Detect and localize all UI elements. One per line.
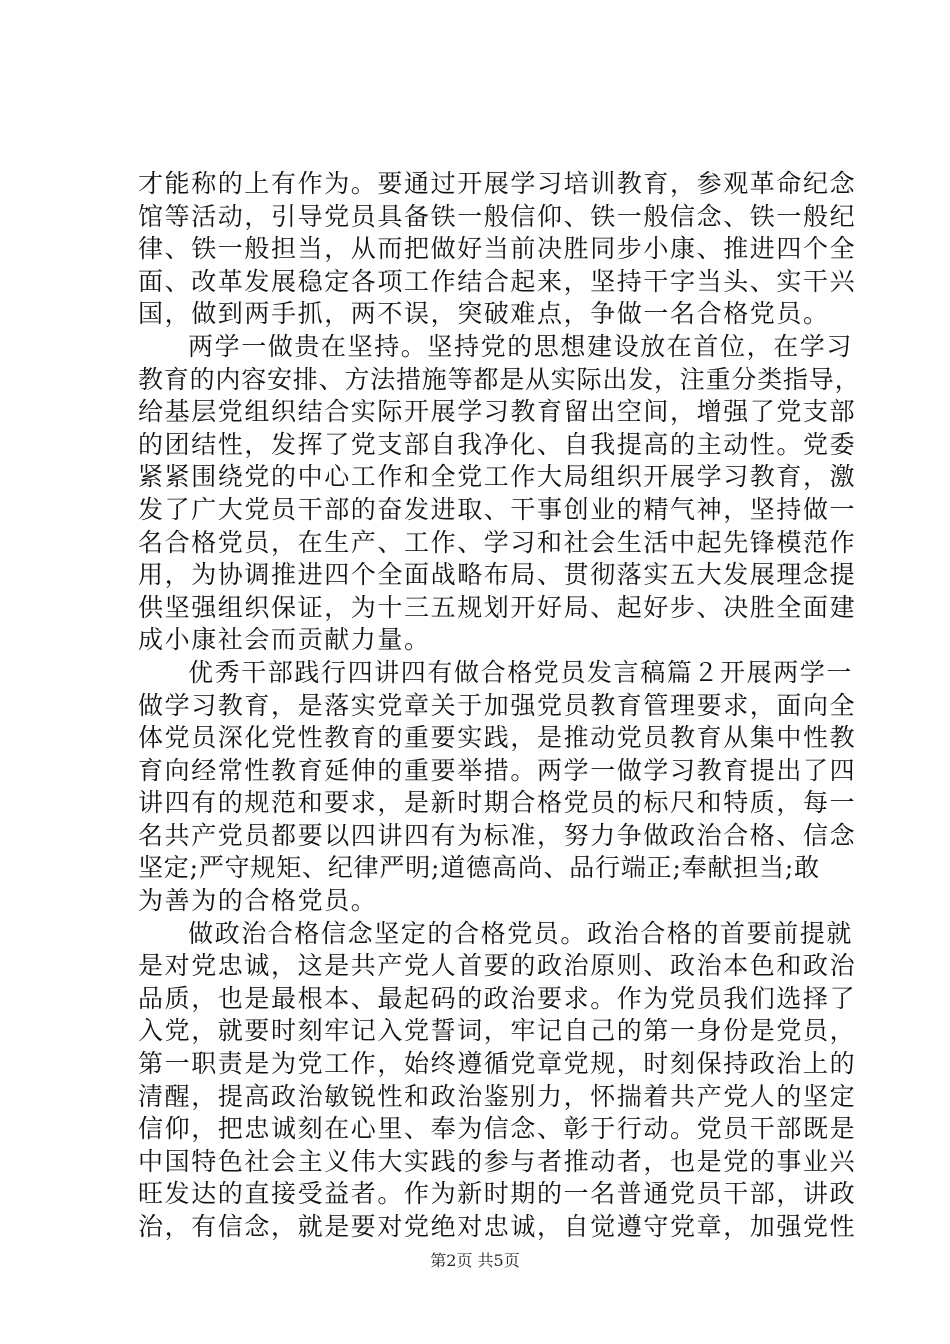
- text-line: 是对党忠诚，这是共产党人首要的政治原则、政治本色和政治: [138, 951, 857, 981]
- text-line: 清醒，提高政治敏锐性和政治鉴别力，怀揣着共产党人的坚定: [138, 1081, 857, 1111]
- page-footer: [0, 1251, 950, 1271]
- text-line: 入党，就要时刻牢记入党誓词，牢记自己的第一身份是党员，: [138, 1016, 857, 1046]
- text-line: 馆等活动，引导党员具备铁一般信仰、铁一般信念、铁一般纪: [138, 201, 857, 231]
- text-line: 教育的内容安排、方法措施等都是从实际出发，注重分类指导，: [138, 364, 861, 394]
- text-line: 信仰，把忠诚刻在心里、奉为信念、彰于行动。党员干部既是: [138, 1114, 857, 1144]
- text-line: 面、改革发展稳定各项工作结合起来，坚持干字当头、实干兴: [138, 266, 857, 296]
- text-line: 才能称的上有作为。要通过开展学习培训教育，参观革命纪念: [138, 169, 857, 198]
- body-text: [138, 168, 861, 1244]
- text-line: 旺发达的直接受益者。作为新时期的一名普通党员干部，讲政: [138, 1179, 857, 1209]
- paragraph-start-line: 优秀干部践行四讲四有做合格党员发言稿篇２开展两学一: [188, 657, 854, 687]
- text-line: 为善为的合格党员。: [138, 886, 378, 916]
- text-line: 的团结性，发挥了党支部自我净化、自我提高的主动性。党委: [138, 429, 857, 459]
- text-line: 供坚强组织保证，为十三五规划开好局、起好步、决胜全面建: [138, 592, 857, 622]
- text-line: 给基层党组织结合实际开展学习教育留出空间，增强了党支部: [138, 397, 857, 427]
- page-number-label: 第2页 共5页: [430, 1251, 520, 1270]
- text-line: 用，为协调推进四个全面战略布局、贯彻落实五大发展理念提: [138, 560, 857, 590]
- text-line: 讲四有的规范和要求，是新时期合格党员的标尺和特质，每一: [138, 788, 857, 818]
- paragraph-start-line: 两学一做贵在坚持。坚持党的思想建设放在首位，在学习: [188, 331, 854, 361]
- text-line: 国，做到两手抓，两不误，突破难点，争做一名合格党员。: [138, 299, 830, 329]
- text-line: 第一职责是为党工作，始终遵循党章党规，时刻保持政治上的: [138, 1049, 857, 1079]
- text-line: 品质，也是最根本、最起码的政治要求。作为党员我们选择了: [138, 983, 857, 1013]
- text-line: 中国特色社会主义伟大实践的参与者推动者，也是党的事业兴: [138, 1146, 857, 1176]
- text-line: 治，有信念，就是要对党绝对忠诚，自觉遵守党章，加强党性: [138, 1212, 857, 1241]
- text-line: 育向经常性教育延伸的重要举措。两学一做学习教育提出了四: [138, 755, 857, 785]
- text-line: 成小康社会而贡献力量。: [138, 625, 431, 655]
- text-line: 名合格党员，在生产、工作、学习和社会生活中起先锋模范作: [138, 527, 857, 557]
- paragraph-start-line: 做政治合格信念坚定的合格党员。政治合格的首要前提就: [188, 918, 854, 948]
- text-line: 紧紧围绕党的中心工作和全党工作大局组织开展学习教育，激: [138, 462, 857, 492]
- text-line: 体党员深化党性教育的重要实践，是推动党员教育从集中性教: [138, 723, 857, 753]
- text-line: 坚定;严守规矩、纪律严明;道德高尚、品行端正;奉献担当;敢: [138, 853, 820, 883]
- text-line: 名共产党员都要以四讲四有为标准，努力争做政治合格、信念: [138, 820, 857, 850]
- text-line: 做学习教育，是落实党章关于加强党员教育管理要求，面向全: [138, 690, 857, 720]
- text-line: 律、铁一般担当，从而把做好当前决胜同步小康、推进四个全: [138, 234, 857, 264]
- text-line: 发了广大党员干部的奋发进取、干事创业的精气神，坚持做一: [138, 494, 857, 524]
